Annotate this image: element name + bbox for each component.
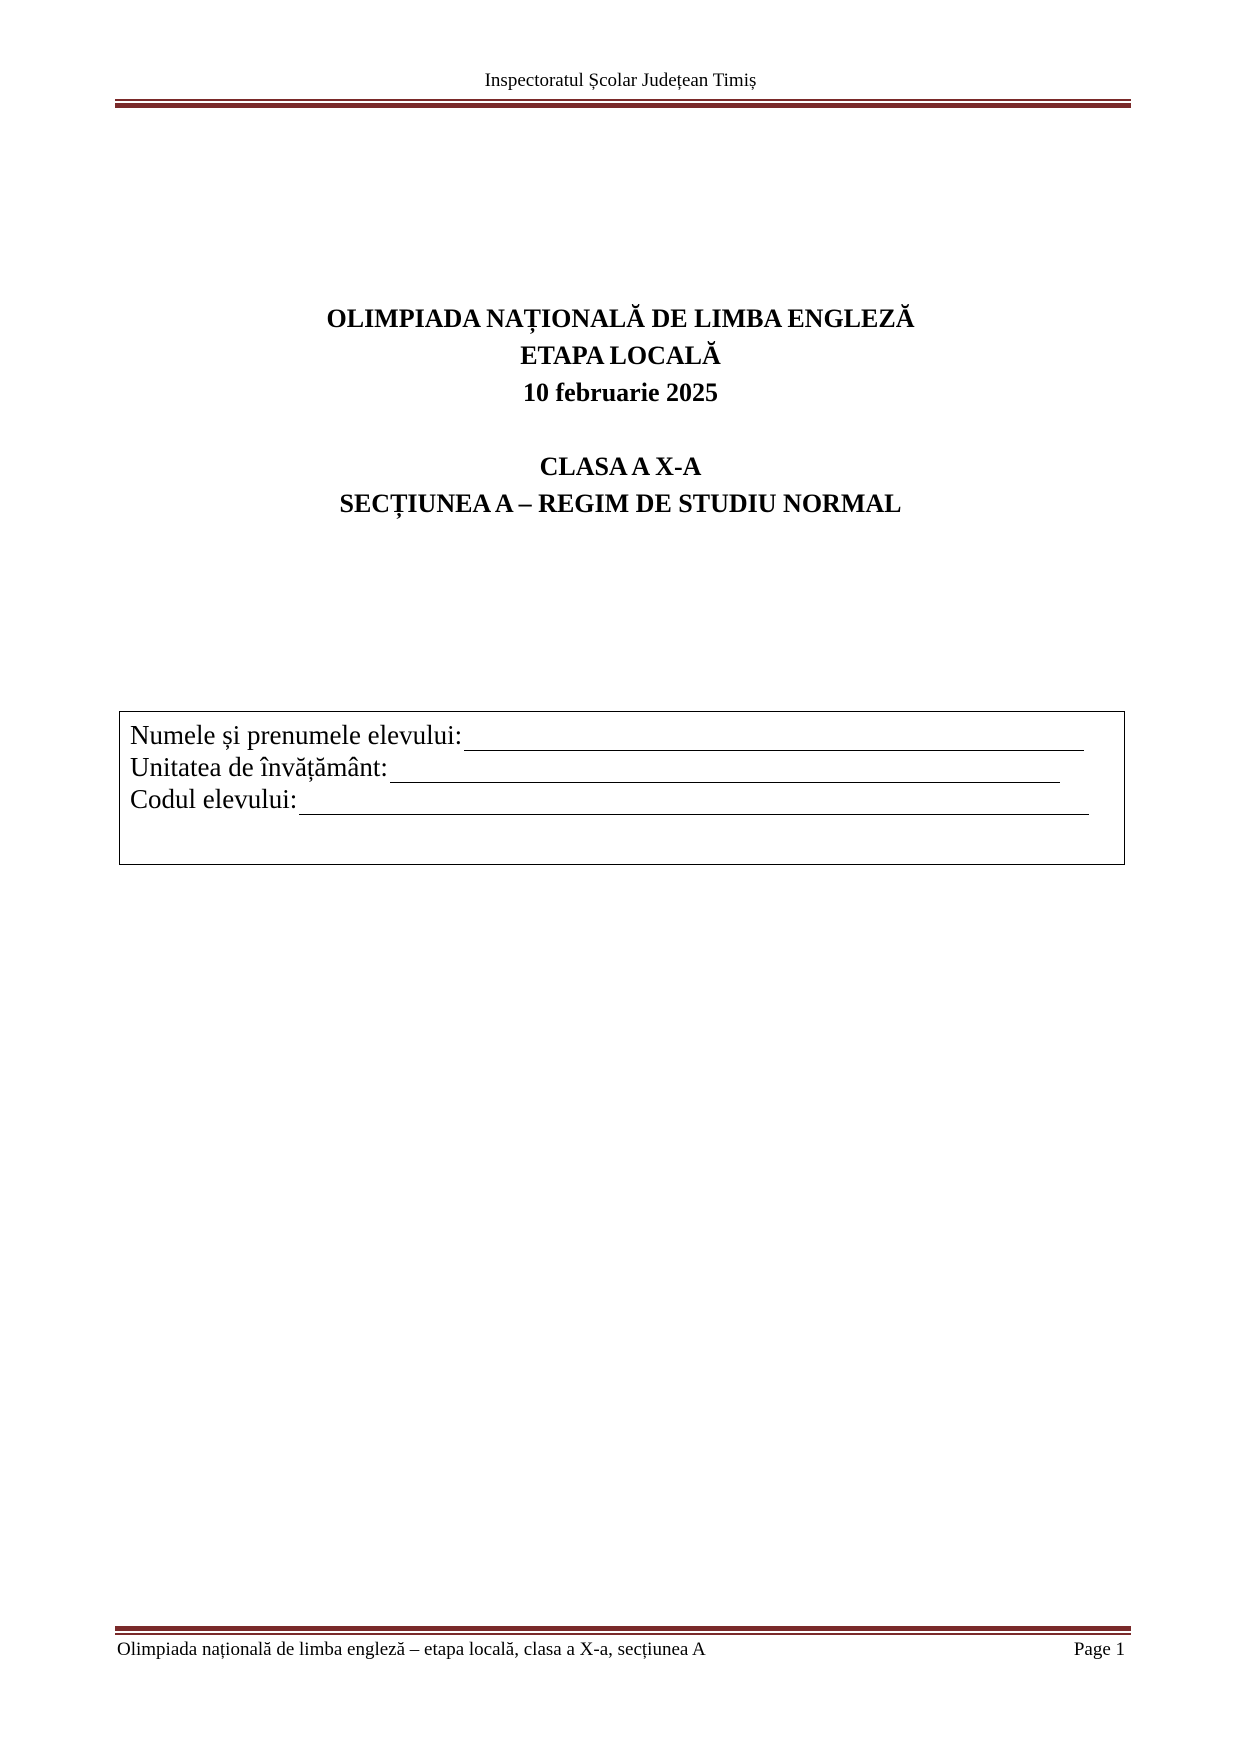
title-section: SECȚIUNEA A – REGIM DE STUDIU NORMAL [339,489,902,518]
title-class: CLASA A X-A [539,452,702,481]
student-name-field[interactable] [130,719,1084,751]
title-date: 10 februarie 2025 [523,378,718,407]
school-field[interactable] [130,751,1060,783]
footer-rule [115,1626,1131,1636]
header-rule-thin-line [115,99,1131,101]
student-code-label: Codul elevului: [130,784,298,814]
student-code-blank[interactable] [299,790,1089,815]
title-spacer [0,411,1241,448]
page-number: Page 1 [1073,1639,1125,1660]
student-name-blank[interactable] [464,726,1084,751]
header-rule-thick-line [115,103,1131,108]
student-name-label: Numele și prenumele elevului: [130,720,463,750]
school-label: Unitatea de învățământ: [130,752,388,782]
student-info-box [119,711,1125,865]
footer-rule-thin-line [115,1633,1131,1635]
student-code-field[interactable] [130,783,1089,815]
school-blank[interactable] [390,758,1060,783]
title-stage: ETAPA LOCALĂ [520,341,721,370]
header-rule [115,99,1131,109]
title-olympiad: OLIMPIADA NAȚIONALĂ DE LIMBA ENGLEZĂ [326,304,915,333]
footer-rule-thick-line [115,1626,1131,1631]
page-header: Inspectoratul Școlar Județean Timiș [484,70,757,91]
title-block [0,300,1241,522]
footer-text: Olimpiada națională de limba engleză – etapa locală, clasa a X-a, secțiunea A [117,1639,706,1660]
